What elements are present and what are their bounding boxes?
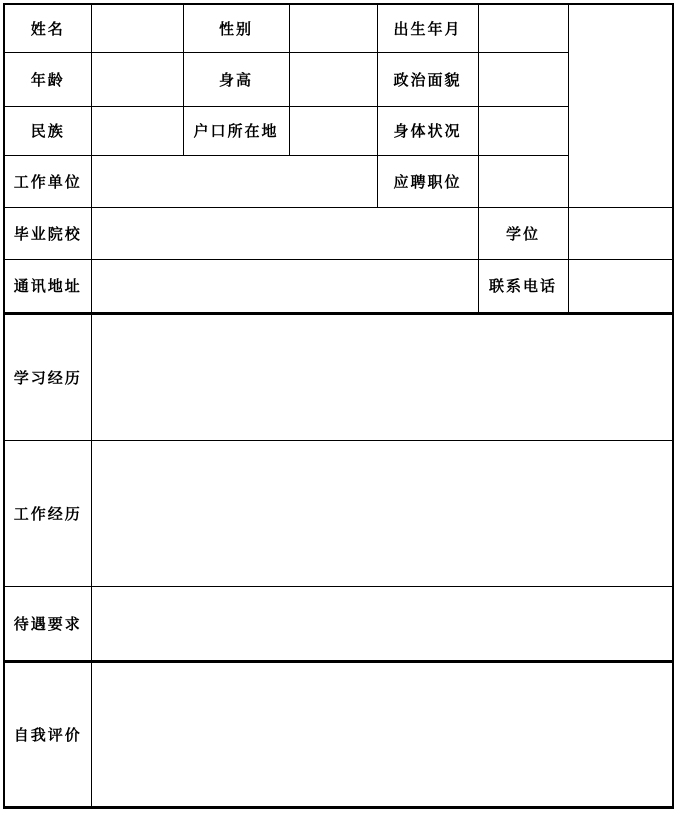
ethnicity-label: 民族 <box>4 106 91 155</box>
graduate-school-field[interactable] <box>91 207 478 259</box>
resume-form-table <box>3 3 674 809</box>
degree-label: 学位 <box>478 207 568 259</box>
employer-label: 工作单位 <box>4 155 91 207</box>
graduate-school-label: 毕业院校 <box>4 207 91 259</box>
position-applied-field[interactable] <box>478 155 568 207</box>
health-condition-field[interactable] <box>478 106 568 155</box>
contact-phone-label: 联系电话 <box>478 259 568 313</box>
mailing-address-field[interactable] <box>91 259 478 313</box>
row-self-evaluation <box>4 661 673 807</box>
degree-field[interactable] <box>568 207 673 259</box>
salary-requirements-label: 待遇要求 <box>4 586 91 661</box>
gender-field[interactable] <box>289 4 377 52</box>
work-history-label: 工作经历 <box>4 440 91 586</box>
education-history-label: 学习经历 <box>4 313 91 440</box>
age-label: 年龄 <box>4 52 91 106</box>
row-work-history <box>4 440 673 586</box>
contact-phone-field[interactable] <box>568 259 673 313</box>
birth-date-field[interactable] <box>478 4 568 52</box>
ethnicity-field[interactable] <box>91 106 183 155</box>
name-field[interactable] <box>91 4 183 52</box>
salary-requirements-field[interactable] <box>91 586 673 661</box>
self-evaluation-label: 自我评价 <box>4 661 91 807</box>
height-label: 身高 <box>183 52 289 106</box>
row-salary-requirements <box>4 586 673 661</box>
row-name-gender-birth <box>4 4 673 52</box>
row-address-phone <box>4 259 673 313</box>
household-registration-field[interactable] <box>289 106 377 155</box>
household-registration-label: 户口所在地 <box>183 106 289 155</box>
mailing-address-label: 通讯地址 <box>4 259 91 313</box>
photo-area[interactable] <box>568 4 673 207</box>
employer-field[interactable] <box>91 155 377 207</box>
political-status-field[interactable] <box>478 52 568 106</box>
birth-date-label: 出生年月 <box>377 4 478 52</box>
name-label: 姓名 <box>4 4 91 52</box>
self-evaluation-field[interactable] <box>91 661 673 807</box>
gender-label: 性别 <box>183 4 289 52</box>
position-applied-label: 应聘职位 <box>377 155 478 207</box>
row-school-degree <box>4 207 673 259</box>
work-history-field[interactable] <box>91 440 673 586</box>
height-field[interactable] <box>289 52 377 106</box>
political-status-label: 政治面貌 <box>377 52 478 106</box>
education-history-field[interactable] <box>91 313 673 440</box>
age-field[interactable] <box>91 52 183 106</box>
health-condition-label: 身体状况 <box>377 106 478 155</box>
row-education-history <box>4 313 673 440</box>
